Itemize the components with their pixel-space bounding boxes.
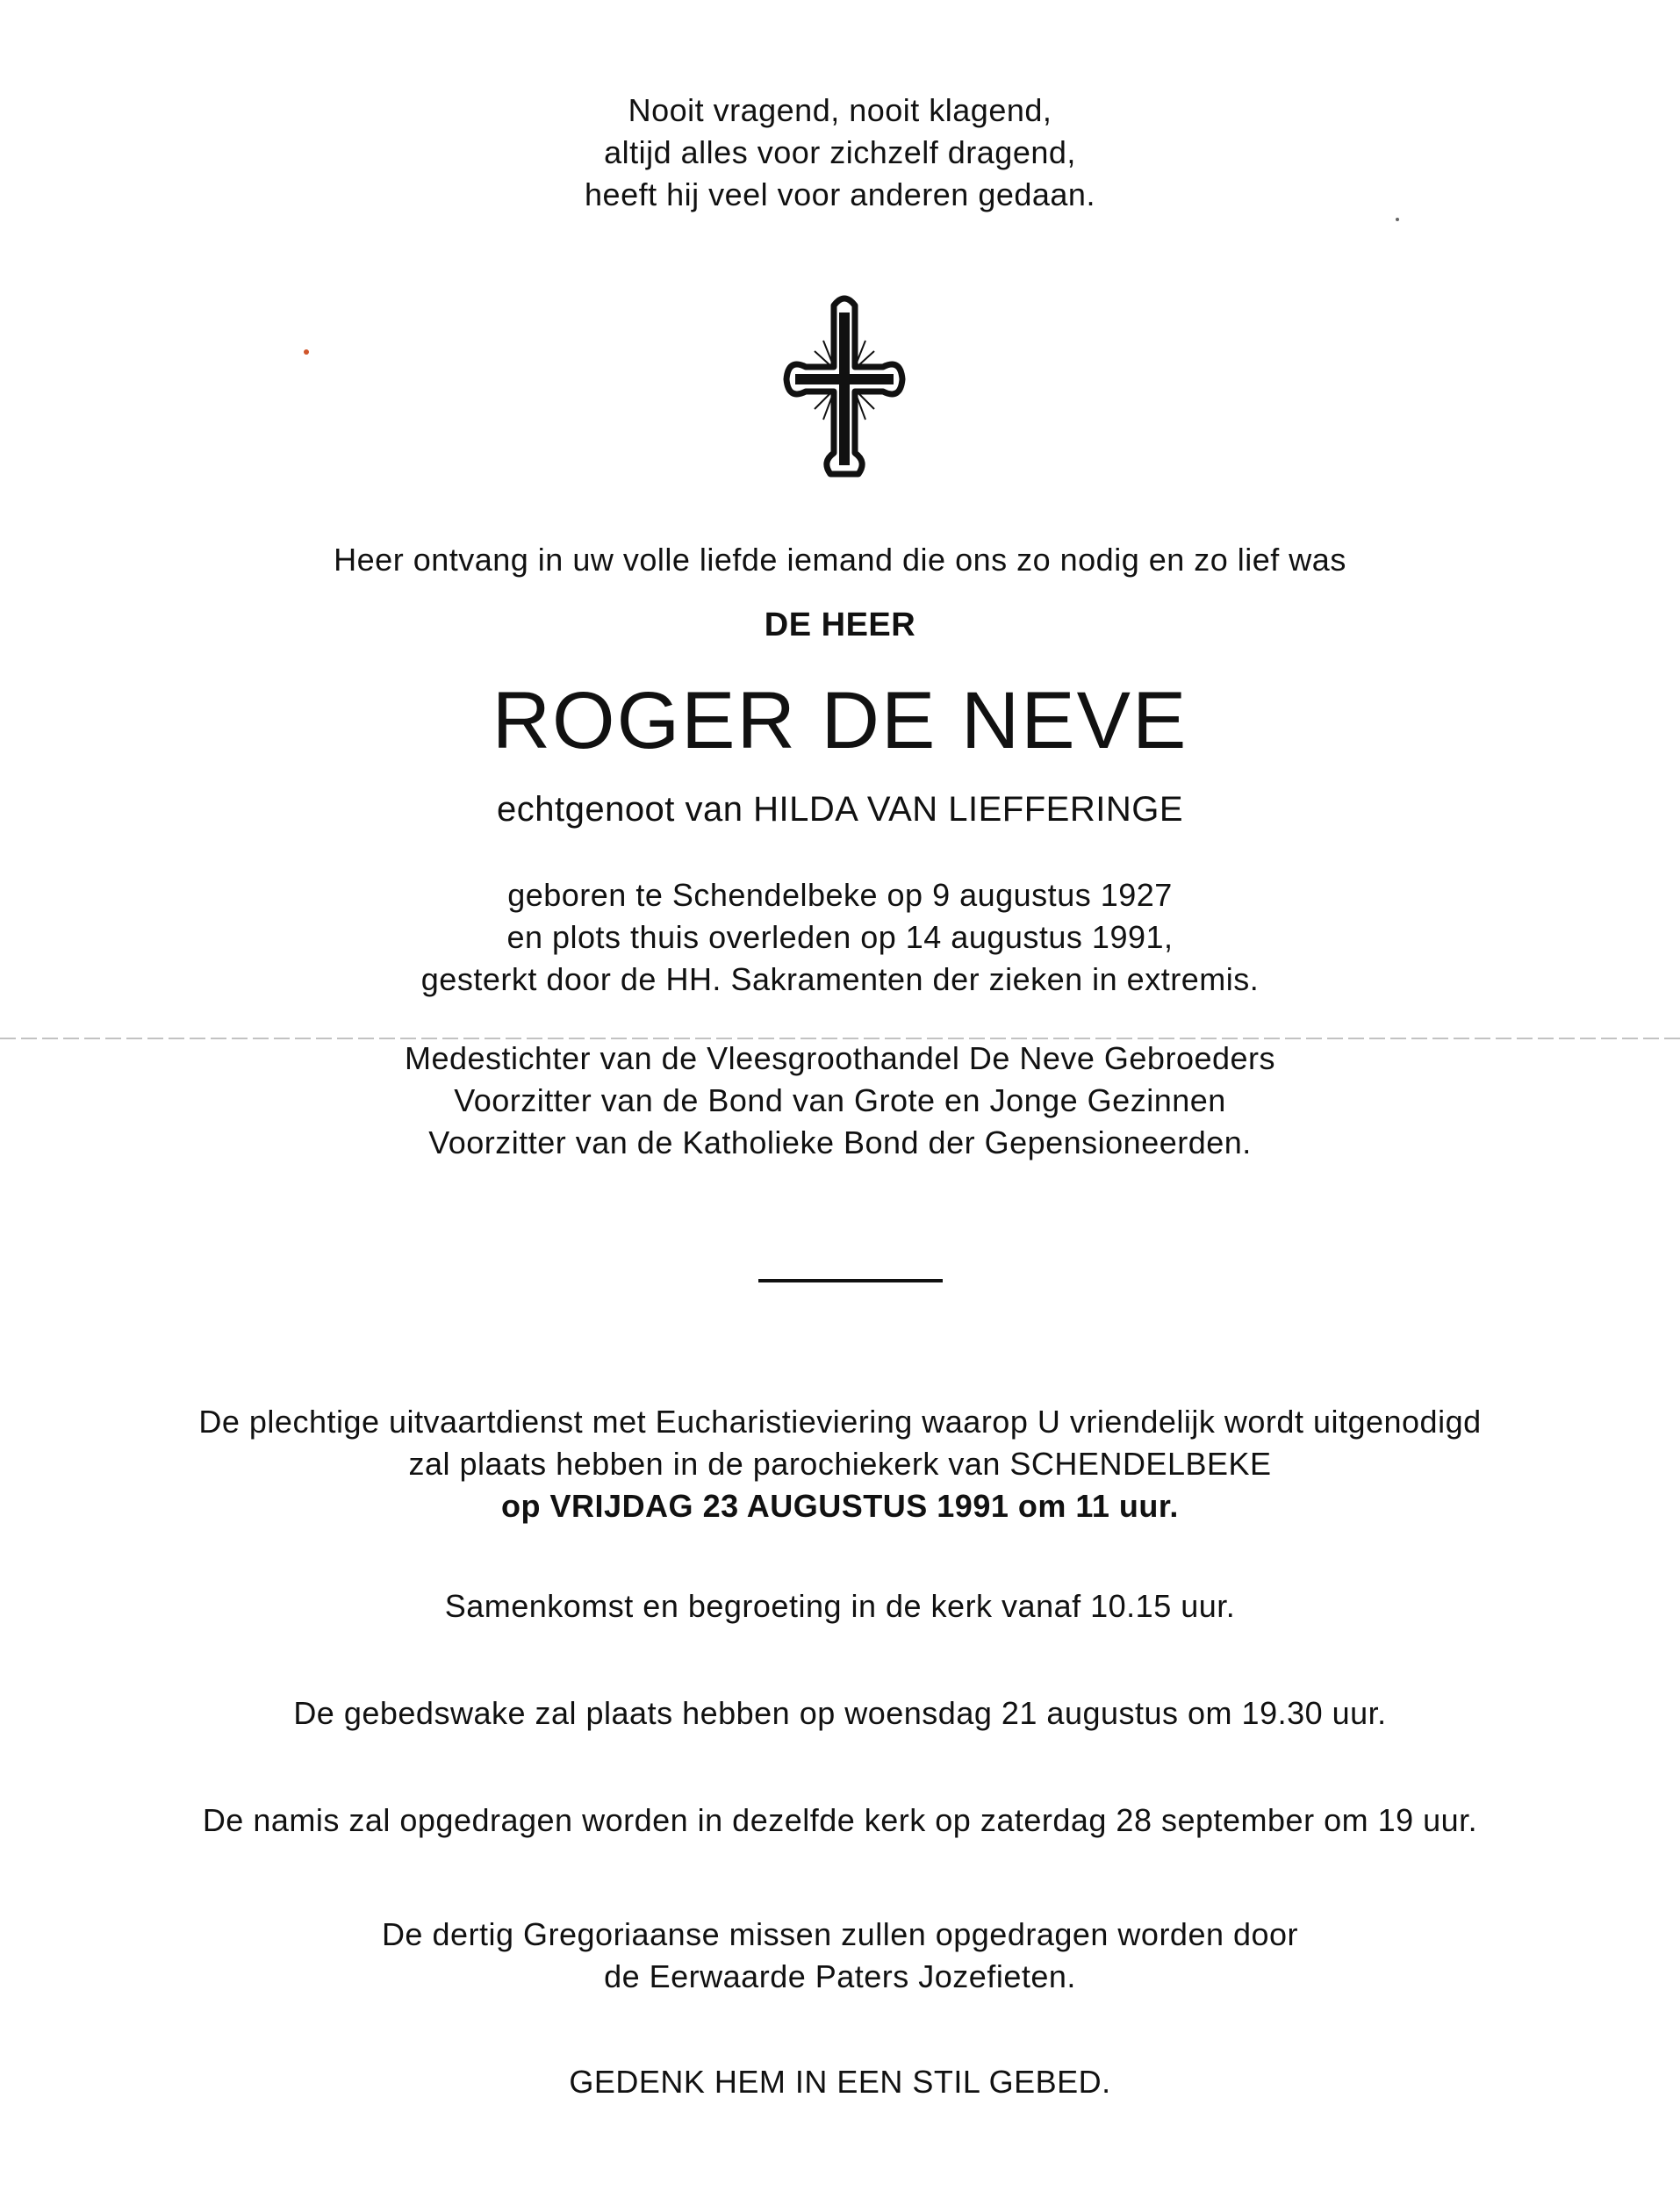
paper-speck xyxy=(304,349,309,355)
cross-icon xyxy=(779,288,909,481)
honorific: DE HEER xyxy=(764,607,916,643)
deceased-name: ROGER DE NEVE xyxy=(492,676,1188,765)
funeral-date: op VRIJDAG 23 AUGUSTUS 1991 om 11 uur. xyxy=(501,1488,1179,1524)
verse-line-1: Nooit vragend, nooit klagend, xyxy=(628,92,1052,128)
funeral-line-2: zal plaats hebben in de parochiekerk van SCHENDELBEKE xyxy=(408,1446,1272,1482)
memorial-line: De namis zal opgedragen worden in dezelfde kerk op zaterdag 28 september om 19 uur. xyxy=(202,1802,1478,1838)
death-line: en plots thuis overleden op 14 augustus 1991, xyxy=(506,919,1174,955)
vigil-line: De gebedswake zal plaats hebben op woensdag 21 augustus om 19.30 uur. xyxy=(293,1695,1387,1731)
funeral-line-1: De plechtige uitvaartdienst met Eucharistieviering waarop U vriendelijk wordt uitgenodigd xyxy=(198,1404,1482,1440)
separator-line xyxy=(758,1279,943,1282)
gathering-line: Samenkomst en begroeting in de kerk vanaf 10.15 uur. xyxy=(444,1588,1236,1624)
prayer-line: Heer ontvang in uw volle liefde iemand die ons zo nodig en zo lief was xyxy=(334,542,1346,578)
role-line: Medestichter van de Vleesgroothandel De Neve Gebroeders xyxy=(404,1040,1276,1076)
role-line: Voorzitter van de Bond van Grote en Jonge Gezinnen xyxy=(454,1082,1226,1118)
masses-line-2: de Eerwaarde Paters Jozefieten. xyxy=(604,1958,1076,1994)
masses-line-1: De dertig Gregoriaanse missen zullen opgedragen worden door xyxy=(381,1916,1299,1952)
verse-line-2: altijd alles voor zichzelf dragend, xyxy=(604,134,1076,170)
closing-line: GEDENK HEM IN EEN STIL GEBED. xyxy=(569,2064,1111,2100)
birth-line: geboren te Schendelbeke op 9 augustus 1927 xyxy=(507,877,1173,913)
spouse-line: echtgenoot van HILDA VAN LIEFFERINGE xyxy=(496,790,1184,829)
role-line: Voorzitter van de Katholieke Bond der Gepensioneerden. xyxy=(428,1124,1252,1160)
paper-speck xyxy=(1396,218,1399,221)
verse-line-3: heeft hij veel voor anderen gedaan. xyxy=(585,176,1095,212)
sacraments-line: gesterkt door de HH. Sakramenten der zieken in extremis. xyxy=(420,961,1260,997)
